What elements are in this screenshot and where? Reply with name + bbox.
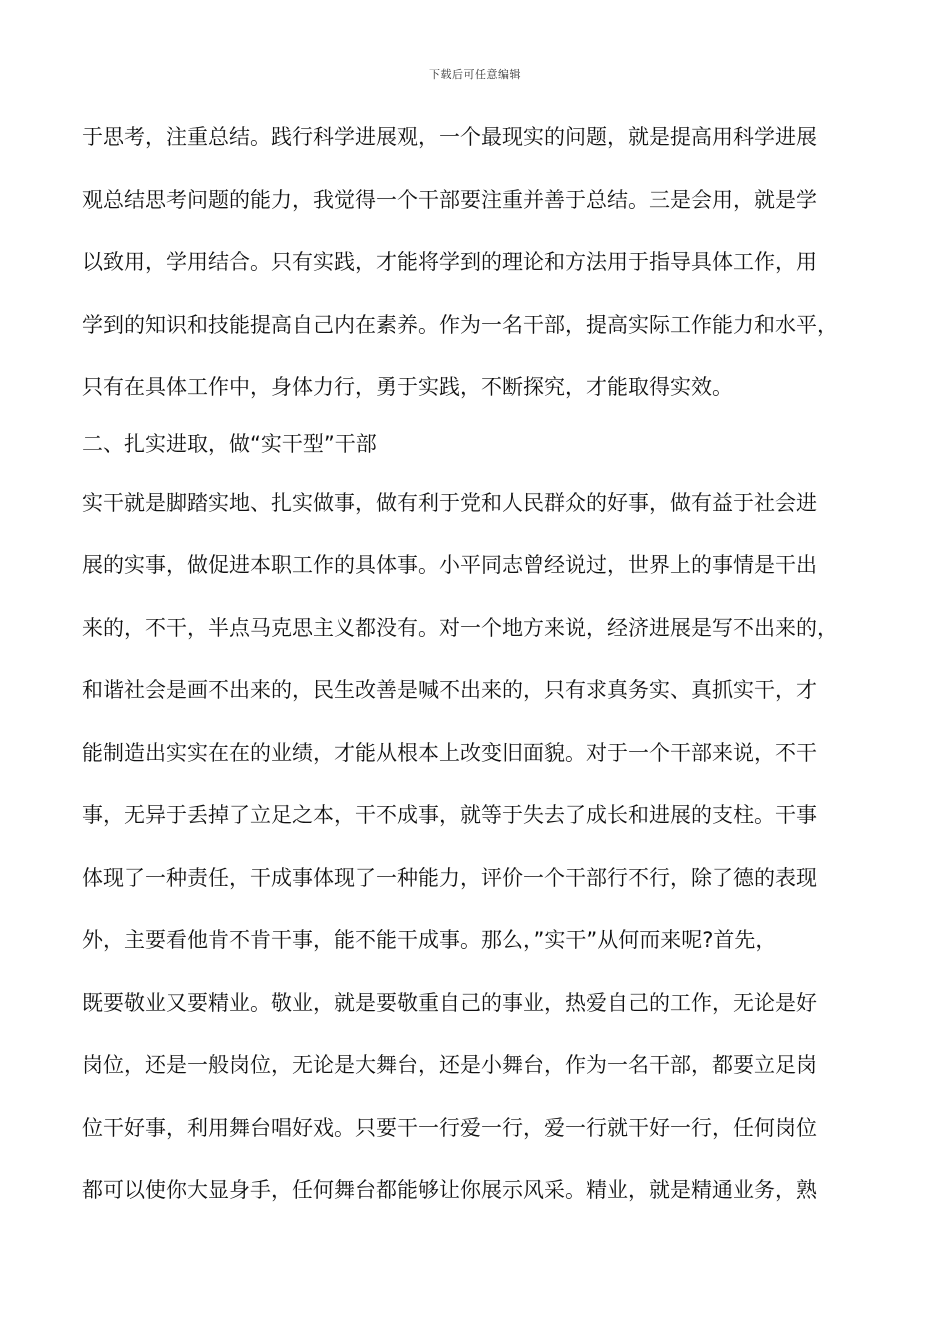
paragraph-line: 和谐社会是画不出来的，民生改善是喊不出来的，只有求真务实、真抓实干，才	[82, 678, 817, 702]
paragraph-line: 以致用，学用结合。只有实践，才能将学到的理论和方法用于指导具体工作，用	[82, 250, 817, 274]
paragraph-line: 岗位，还是一般岗位，无论是大舞台，还是小舞台，作为一名干部，都要立足岗	[82, 1053, 817, 1077]
paragraph-line: 事，无异于丢掉了立足之本，干不成事，就等于失去了成长和进展的支柱。干事	[82, 803, 817, 827]
paragraph-line: 能制造出实实在在的业绩，才能从根本上改变旧面貌。对于一个干部来说，不干	[82, 741, 817, 765]
paragraph-line: 于思考，注重总结。践行科学进展观，一个最现实的问题，就是提高用科学进展	[82, 125, 817, 149]
paragraph-line: 实干就是脚踏实地、扎实做事，做有利于党和人民群众的好事，做有益于社会进	[82, 491, 817, 515]
paragraph-line: 体现了一种责任，干成事体现了一种能力，评价一个干部行不行，除了德的表现	[82, 866, 817, 890]
paragraph-line: 既要敬业又要精业。敬业，就是要敬重自己的事业，热爱自己的工作，无论是好	[82, 991, 817, 1015]
paragraph-line: 都可以使你大显身手，任何舞台都能够让你展示风采。精业，就是精通业务，熟	[82, 1178, 817, 1202]
paragraph-line: 位干好事，利用舞台唱好戏。只要干一行爱一行，爱一行就干好一行，任何岗位	[82, 1116, 817, 1140]
paragraph-line: 展的实事，做促进本职工作的具体事。小平同志曾经说过，世界上的事情是干出	[82, 553, 817, 577]
paragraph-line: 外，主要看他肯不肯干事，能不能干成事。那么，”实干”从何而来呢?首先，	[82, 928, 777, 952]
paragraph-line: 学到的知识和技能提高自己内在素养。作为一名干部，提高实际工作能力和水平，	[82, 313, 838, 337]
page-header-note: 下载后可任意编辑	[429, 68, 521, 81]
paragraph-line: 只有在具体工作中，身体力行，勇于实践，不断探究，才能取得实效。	[82, 375, 733, 399]
paragraph-line: 观总结思考问题的能力，我觉得一个干部要注重并善于总结。三是会用，就是学	[82, 188, 817, 212]
paragraph-line: 来的，不干，半点马克思主义都没有。对一个地方来说，经济进展是写不出来的，	[82, 616, 838, 640]
section-heading: 二、扎实进取，做“实干型”干部	[82, 432, 377, 456]
